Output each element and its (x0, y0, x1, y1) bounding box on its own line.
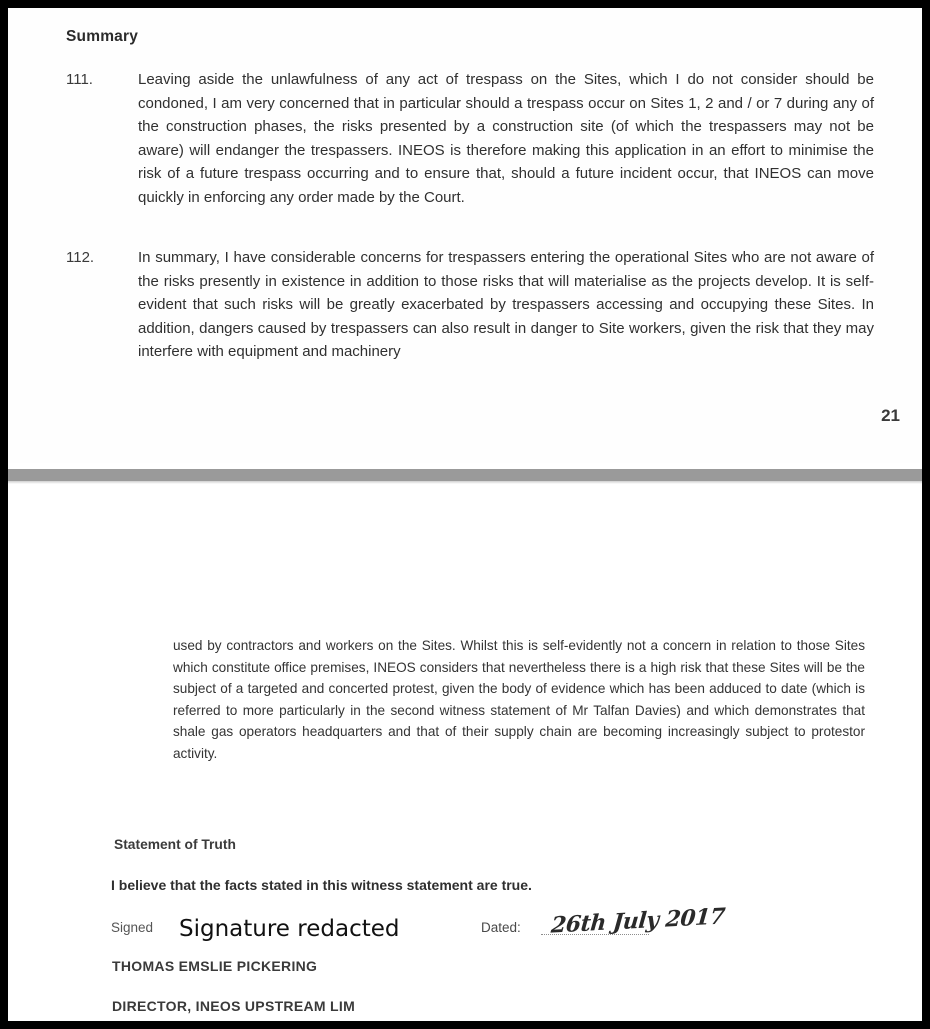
paragraph-112 (66, 246, 874, 364)
continued-paragraph-text: used by contractors and workers on the Sites. Whilst this is self-evidently not a concern in relation to those Sites which constitute office premises, INEOS considers that nevertheless there is a high risk that these Sites will be the subject of a targeted and concerted protest, given the body of evidence which has been adduced to date (which is referred to more particularly in the second witness statement of Mr Talfan Davies) and which demonstrates that shale gas operators headquarters and that of their supply chain are becoming increasingly subject to protestor activity. (173, 638, 865, 761)
handwritten-date-value: 26th July 2017 (549, 903, 726, 939)
paragraph-number: 111. (66, 71, 93, 88)
scan-fade-artifact (363, 990, 425, 1016)
signature-row (111, 903, 811, 952)
statement-of-truth-text: I believe that the facts stated in this witness statement are true. (111, 877, 532, 893)
paragraph-number: 112. (66, 249, 95, 266)
paragraph-text: In summary, I have considerable concerns for trespassers entering the operational Sites who are not aware of the risks presently in existence in addition to those risks that will materialise as the projects develop. It is self-evident that such risks will be greatly exacerbated by trespassers accessing and occupying these Sites. In addition, dangers caused by trespassers can also result in danger to Site workers, given the risk that they may interfere with equipment and machinery (138, 249, 874, 360)
signed-label: Signed (111, 920, 154, 935)
scanned-page-two (8, 485, 922, 1021)
signer-title: DIRECTOR, INEOS UPSTREAM LIM (112, 998, 356, 1014)
signer-name: THOMAS EMSLIE PICKERING (112, 958, 318, 974)
paragraph-111 (66, 68, 874, 209)
page-number: 21 (881, 406, 900, 425)
section-heading-summary: Summary (66, 28, 139, 45)
dated-label: Dated: (481, 920, 521, 935)
paragraph-text: Leaving aside the unlawfulness of any act of trespass on the Sites, which I do not consider should be condoned, I am very concerned that in particular should a trespass occur on Sites 1, 2 and / or 7 during any of the construction phases, the risks presented by a construction site (of which the trespassers may not be aware) will endanger the trespassers. INEOS is therefore making this application in an effort to minimise the risk of a future trespass occurring and to ensure that, should a future incident occur, that INEOS can move quickly in enforcing any order made by the Court. (138, 71, 874, 206)
scanned-page-one (8, 8, 922, 463)
signature-redacted-label: Signature redacted (179, 916, 400, 942)
signature-redaction-box (171, 908, 419, 950)
page-divider-shadow (8, 481, 922, 484)
page-divider (8, 463, 922, 485)
statement-of-truth-heading: Statement of Truth (114, 837, 236, 852)
page-divider-band (8, 469, 922, 481)
